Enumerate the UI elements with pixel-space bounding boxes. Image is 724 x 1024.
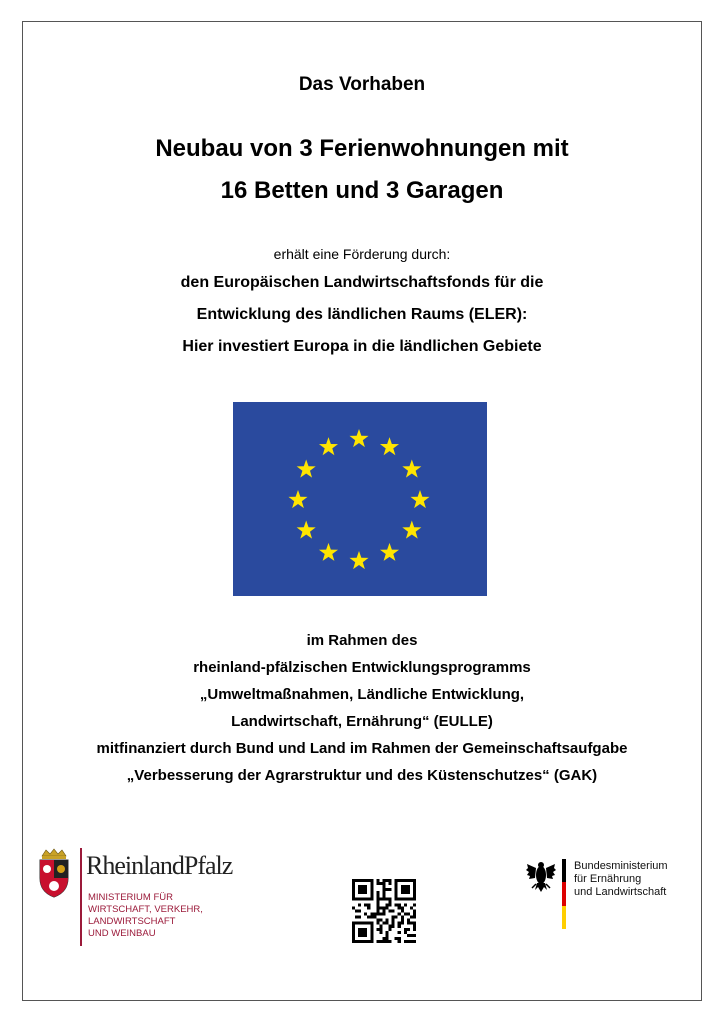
program-line-4: Landwirtschaft, Ernährung“ (EULLE) (231, 713, 493, 730)
rlp-wordmark: RheinlandPfalz (86, 851, 233, 880)
program-line-6: „Verbesserung der Agrarstruktur und des Küstenschutzes“ (GAK) (126, 767, 598, 784)
program-line-3: „Umweltmaßnahmen, Ländliche Entwicklung, (199, 686, 525, 703)
project-title-line-1: Neubau von 3 Ferienwohnungen mit (155, 135, 569, 162)
bmel-line-1: Bundesministerium (574, 860, 668, 872)
rlp-ministry-line-2: WIRTSCHAFT, VERKEHR, (88, 904, 203, 915)
rlp-ministry-text (88, 892, 203, 940)
funding-line-1: den Europäischen Landwirtschaftsfonds für die (180, 274, 544, 291)
funding-line-3: Hier investiert Europa in die ländlichen Gebiete (182, 338, 542, 355)
federal-eagle-icon (526, 860, 556, 894)
rlp-crest-icon (36, 848, 72, 898)
eu-flag (233, 402, 487, 596)
funding-line-2: Entwicklung des ländlichen Raums (ELER): (196, 306, 528, 323)
bmel-line-2: für Ernährung (574, 873, 642, 885)
flag-bar-black (562, 859, 566, 882)
flag-bar-red (562, 882, 566, 905)
bmel-logo (526, 856, 696, 936)
german-flag-bars (562, 859, 566, 929)
flag-bar-gold (562, 906, 566, 929)
funding-intro: erhält eine Förderung durch: (273, 246, 451, 262)
rlp-ministry-line-3: LANDWIRTSCHAFT (88, 916, 176, 927)
rlp-divider (80, 848, 82, 946)
bmel-line-3: und Landwirtschaft (574, 886, 667, 898)
program-line-5: mitfinanziert durch Bund und Land im Rahmen der Gemeinschaftsaufgabe (96, 740, 628, 757)
program-line-1: im Rahmen des (306, 632, 418, 649)
rlp-ministry-line-1: MINISTERIUM FÜR (88, 892, 173, 903)
qr-code (352, 879, 416, 943)
heading: Das Vorhaben (298, 74, 426, 95)
project-title-line-2: 16 Betten und 3 Garagen (220, 177, 504, 204)
program-line-2: rheinland-pfälzischen Entwicklungsprogramms (193, 659, 531, 676)
rlp-ministry-line-4: UND WEINBAU (88, 928, 156, 939)
rlp-logo (34, 848, 254, 948)
bmel-text (574, 860, 668, 899)
